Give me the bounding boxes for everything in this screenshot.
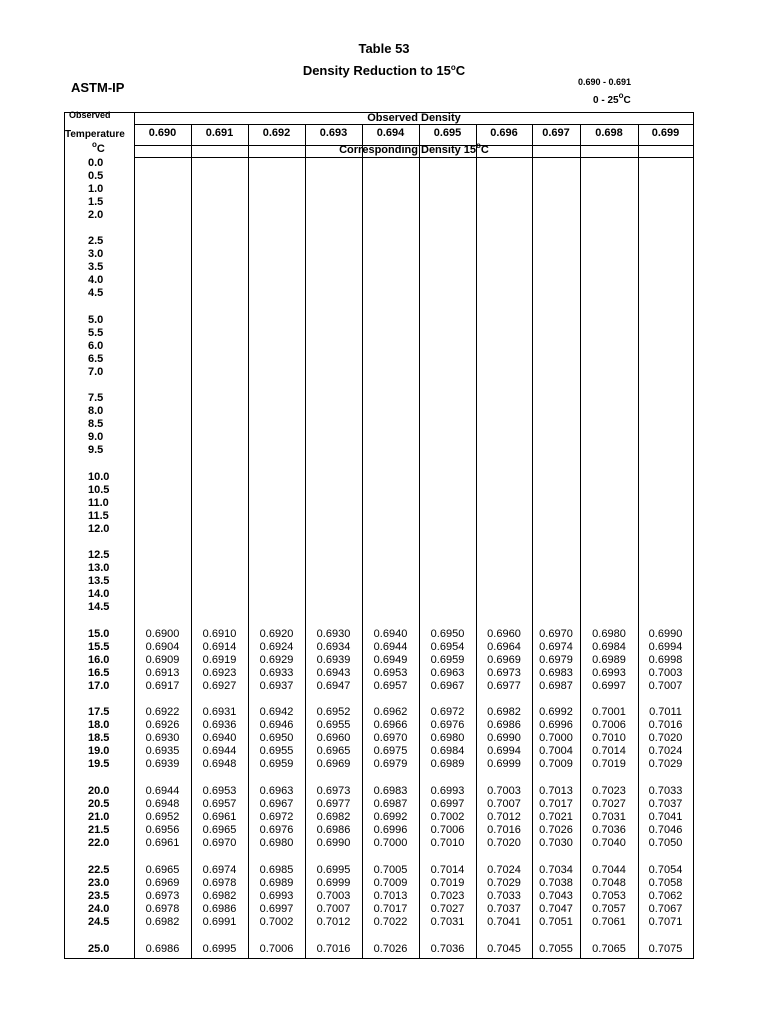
density-cell: 0.6999	[316, 877, 351, 890]
density-cell: 0.6930	[316, 628, 351, 640]
density-cell: 0.6984	[430, 745, 465, 758]
density-cell: 0.6997	[259, 903, 294, 916]
temperature-cell: 20.0	[88, 785, 110, 797]
density-cell: 0.6991	[202, 916, 237, 929]
density-cell: 0.6936	[202, 719, 237, 732]
density-cell: 0.6978	[202, 877, 237, 890]
density-cell: 0.6920	[259, 628, 294, 640]
temperature-cell: 11.5	[88, 510, 109, 523]
density-cell: 0.6923	[202, 667, 237, 680]
density-cell: 0.7061	[592, 916, 626, 929]
density-cell: 0.6995	[202, 943, 237, 955]
density-cell: 0.6980	[259, 837, 294, 850]
density-cell: 0.7007	[316, 903, 351, 916]
temperature-cell: 1.5	[88, 196, 104, 209]
density-cell: 0.7001	[592, 706, 626, 718]
density-cell: 0.7038	[539, 877, 573, 890]
density-cell: 0.7044	[592, 864, 626, 876]
temperature-cell: 21.0	[88, 811, 110, 824]
density-cell: 0.6982	[316, 811, 351, 824]
temperature-cell: 24.0	[88, 903, 110, 916]
density-cell: 0.7055	[539, 943, 573, 955]
density-cell: 0.6996	[373, 824, 408, 837]
density-cell: 0.7022	[373, 916, 408, 929]
temperature-cell: 19.5	[88, 758, 110, 771]
density-cell: 0.7011	[649, 706, 682, 718]
density-cell: 0.6909	[145, 654, 180, 667]
density-cell: 0.7036	[430, 943, 465, 955]
density-cell: 0.7043	[539, 890, 573, 903]
density-cell: 0.7019	[430, 877, 465, 890]
temperature-cell: 6.5	[88, 353, 104, 366]
density-cell: 0.6949	[373, 654, 408, 667]
density-cell: 0.7020	[648, 732, 683, 745]
density-cell: 0.7000	[539, 732, 573, 745]
density-cell: 0.6961	[145, 837, 180, 850]
temperature-cell: 4.5	[88, 287, 104, 300]
temperature-cell: 20.5	[88, 798, 110, 811]
density-cell: 0.6956	[145, 824, 180, 837]
column-header: 0.694	[376, 127, 405, 139]
density-cell: 0.7037	[648, 798, 683, 811]
temperature-cell: 23.0	[88, 877, 110, 890]
temperature-cell: 13.5	[88, 575, 110, 588]
density-cell: 0.7034	[539, 864, 573, 876]
density-cell: 0.6985	[259, 864, 294, 876]
density-cell: 0.6904	[145, 641, 180, 654]
temperature-cell: 4.0	[88, 274, 104, 287]
density-cell: 0.6992	[373, 811, 408, 824]
density-cell: 0.6970	[202, 837, 237, 850]
density-cell: 0.7006	[430, 824, 465, 837]
temperature-label: Temperature	[65, 129, 125, 140]
density-cell: 0.6969	[487, 654, 521, 667]
density-cell: 0.6979	[373, 758, 408, 771]
density-cell: 0.6983	[539, 667, 573, 680]
density-cell: 0.6980	[430, 732, 465, 745]
density-cell: 0.7016	[487, 824, 521, 837]
density-cell: 0.6948	[202, 758, 237, 771]
density-cell: 0.7020	[487, 837, 521, 850]
density-cell: 0.7045	[487, 943, 521, 955]
temperature-cell: 16.0	[88, 654, 110, 667]
density-cell: 0.6997	[430, 798, 465, 811]
density-cell: 0.7014	[592, 745, 626, 758]
density-cell: 0.6963	[259, 785, 294, 797]
density-cell: 0.6962	[373, 706, 408, 718]
density-cell: 0.6960	[487, 628, 521, 640]
density-cell: 0.7002	[259, 916, 294, 929]
density-cell: 0.6983	[373, 785, 408, 797]
density-cell: 0.7041	[487, 916, 521, 929]
density-cell: 0.6973	[316, 785, 351, 797]
density-cell: 0.6970	[373, 732, 408, 745]
density-cell: 0.6943	[316, 667, 351, 680]
table-subtitle: Density Reduction to 15$^o$C	[302, 63, 466, 78]
temperature-cell: 5.0	[88, 314, 104, 326]
density-cell: 0.7003	[487, 785, 521, 797]
density-cell: 0.6969	[316, 758, 351, 771]
density-cell: 0.7031	[592, 811, 626, 824]
density-cell: 0.6986	[202, 903, 237, 916]
density-cell: 0.7046	[648, 824, 683, 837]
density-cell: 0.7019	[592, 758, 626, 771]
density-cell: 0.7026	[539, 824, 573, 837]
density-cell: 0.6952	[316, 706, 351, 718]
temperature-range: 0 - 25$^o$C	[593, 91, 631, 106]
density-cell: 0.6990	[487, 732, 521, 745]
density-cell: 0.7033	[487, 890, 521, 903]
density-cell: 0.6998	[648, 654, 683, 667]
density-cell: 0.6917	[145, 680, 180, 693]
density-cell: 0.6961	[202, 811, 237, 824]
density-cell: 0.7013	[539, 785, 573, 797]
density-cell: 0.6999	[487, 758, 521, 771]
temperature-cell: 6.0	[88, 340, 104, 353]
density-cell: 0.7006	[259, 943, 294, 955]
density-cell: 0.7012	[487, 811, 521, 824]
density-cell: 0.7029	[487, 877, 521, 890]
density-cell: 0.7002	[430, 811, 465, 824]
density-cell: 0.6910	[202, 628, 237, 640]
density-cell: 0.6995	[316, 864, 351, 876]
density-cell: 0.6979	[539, 654, 573, 667]
density-cell: 0.6924	[259, 641, 294, 654]
density-cell: 0.6967	[430, 680, 465, 693]
temperature-cell: 9.5	[88, 444, 104, 457]
temperature-cell: 8.0	[88, 405, 104, 418]
density-cell: 0.6967	[259, 798, 294, 811]
table-title: Table 53	[358, 41, 410, 56]
density-cell: 0.6996	[539, 719, 573, 732]
density-cell: 0.6900	[145, 628, 180, 640]
density-cell: 0.7007	[648, 680, 683, 693]
temperature-cell: 17.5	[88, 706, 110, 718]
temperature-cell: 12.0	[88, 523, 110, 536]
density-cell: 0.7031	[430, 916, 465, 929]
density-cell: 0.6994	[648, 641, 683, 654]
density-cell: 0.6976	[259, 824, 294, 837]
density-cell: 0.6993	[259, 890, 294, 903]
temperature-cell: 15.5	[88, 641, 110, 654]
temperature-cell: 13.0	[88, 562, 110, 575]
density-cell: 0.6977	[487, 680, 521, 693]
standard-label: ASTM-IP	[71, 80, 125, 95]
density-cell: 0.6944	[202, 745, 237, 758]
density-cell: 0.7030	[539, 837, 573, 850]
density-cell: 0.6948	[145, 798, 180, 811]
density-cell: 0.7029	[648, 758, 683, 771]
density-cell: 0.6930	[145, 732, 180, 745]
temperature-cell: 7.5	[88, 392, 104, 404]
density-cell: 0.7048	[592, 877, 626, 890]
density-cell: 0.7027	[430, 903, 465, 916]
density-cell: 0.7053	[592, 890, 626, 903]
density-cell: 0.6990	[316, 837, 351, 850]
density-cell: 0.6965	[202, 824, 237, 837]
density-cell: 0.6964	[487, 641, 521, 654]
density-cell: 0.7033	[648, 785, 683, 797]
density-cell: 0.6955	[259, 745, 294, 758]
density-cell: 0.6973	[487, 667, 521, 680]
density-cell: 0.7004	[539, 745, 573, 758]
density-cell: 0.6992	[539, 706, 573, 718]
density-cell: 0.6972	[259, 811, 294, 824]
density-cell: 0.7016	[648, 719, 683, 732]
density-cell: 0.7058	[648, 877, 683, 890]
density-cell: 0.7016	[316, 943, 351, 955]
density-cell: 0.6940	[373, 628, 408, 640]
density-cell: 0.6955	[316, 719, 351, 732]
density-cell: 0.6966	[373, 719, 408, 732]
density-cell: 0.6972	[430, 706, 465, 718]
density-cell: 0.7005	[373, 864, 408, 876]
density-cell: 0.6944	[373, 641, 408, 654]
corresponding-density-header: Corresponding Density 15$^o$C	[339, 141, 489, 156]
temperature-cell: 17.0	[88, 680, 110, 693]
density-cell: 0.6939	[145, 758, 180, 771]
temperature-cell: 0.0	[88, 157, 104, 169]
density-cell: 0.6990	[648, 628, 683, 640]
density-cell: 0.6957	[202, 798, 237, 811]
density-cell: 0.7009	[539, 758, 573, 771]
density-cell: 0.7021	[539, 811, 573, 824]
density-cell: 0.6914	[202, 641, 237, 654]
density-cell: 0.6993	[592, 667, 626, 680]
temperature-cell: 23.5	[88, 890, 110, 903]
temperature-cell: 7.0	[88, 366, 104, 379]
temperature-cell: 11.0	[88, 497, 109, 510]
density-cell: 0.6977	[316, 798, 351, 811]
temperature-cell: 10.0	[88, 471, 110, 483]
density-cell: 0.6973	[145, 890, 180, 903]
density-cell: 0.6987	[539, 680, 573, 693]
column-header: 0.695	[433, 127, 462, 139]
density-cell: 0.6950	[259, 732, 294, 745]
density-cell: 0.6927	[202, 680, 237, 693]
temperature-cell: 22.5	[88, 864, 110, 876]
density-cell: 0.6933	[259, 667, 294, 680]
density-cell: 0.6947	[316, 680, 351, 693]
density-cell: 0.7037	[487, 903, 521, 916]
density-cell: 0.6963	[430, 667, 465, 680]
density-cell: 0.6954	[430, 641, 465, 654]
column-header: 0.693	[319, 127, 348, 139]
density-cell: 0.7075	[648, 943, 683, 955]
temperature-cell: 5.5	[88, 327, 104, 340]
temperature-cell: 10.5	[88, 484, 110, 497]
temperature-cell: 0.5	[88, 170, 104, 183]
column-header: 0.697	[542, 127, 570, 139]
density-cell: 0.7012	[316, 916, 351, 929]
density-cell: 0.6960	[316, 732, 351, 745]
density-cell: 0.6982	[145, 916, 180, 929]
density-cell: 0.6984	[592, 641, 626, 654]
column-header: 0.699	[651, 127, 680, 139]
density-cell: 0.6982	[487, 706, 521, 718]
column-header: 0.696	[490, 127, 518, 139]
density-cell: 0.6986	[145, 943, 180, 955]
temperature-cell: 8.5	[88, 418, 104, 431]
density-cell: 0.6937	[259, 680, 294, 693]
density-cell: 0.7024	[487, 864, 521, 876]
temperature-cell: 15.0	[88, 628, 110, 640]
density-cell: 0.6994	[487, 745, 521, 758]
density-cell: 0.7023	[592, 785, 626, 797]
density-cell: 0.7071	[648, 916, 683, 929]
density-cell: 0.6939	[316, 654, 351, 667]
density-cell: 0.7062	[648, 890, 683, 903]
density-cell: 0.6940	[202, 732, 237, 745]
temperature-cell: 14.5	[88, 601, 110, 614]
temperature-cell: 3.0	[88, 248, 104, 261]
column-header: 0.692	[262, 127, 291, 139]
density-cell: 0.6942	[259, 706, 294, 718]
density-cell: 0.6989	[592, 654, 626, 667]
density-cell: 0.7036	[592, 824, 626, 837]
density-cell: 0.7007	[487, 798, 521, 811]
density-cell: 0.7067	[648, 903, 683, 916]
density-cell: 0.6976	[430, 719, 465, 732]
temperature-cell: 18.0	[88, 719, 110, 732]
density-cell: 0.6935	[145, 745, 180, 758]
density-cell: 0.6922	[145, 706, 180, 718]
density-cell: 0.6959	[430, 654, 465, 667]
density-cell: 0.6986	[316, 824, 351, 837]
density-cell: 0.6989	[259, 877, 294, 890]
density-cell: 0.6965	[316, 745, 351, 758]
density-cell: 0.7057	[592, 903, 626, 916]
density-cell: 0.6993	[430, 785, 465, 797]
density-cell: 0.6926	[145, 719, 180, 732]
observed-label: Observed	[69, 110, 111, 120]
density-cell: 0.6982	[202, 890, 237, 903]
density-range: 0.690 - 0.691	[578, 77, 632, 87]
temperature-cell: 1.0	[88, 183, 104, 196]
density-cell: 0.7027	[592, 798, 626, 811]
temperature-cell: 3.5	[88, 261, 104, 274]
temperature-cell: 2.0	[88, 209, 104, 222]
density-cell: 0.7009	[373, 877, 408, 890]
density-cell: 0.7050	[648, 837, 683, 850]
temperature-cell: 14.0	[88, 588, 110, 601]
temperature-cell: 16.5	[88, 667, 110, 680]
density-cell: 0.6986	[487, 719, 521, 732]
temperature-cell: 9.0	[88, 431, 104, 444]
density-cell: 0.6953	[373, 667, 408, 680]
column-header: 0.698	[595, 127, 623, 139]
density-cell: 0.6934	[316, 641, 351, 654]
density-cell: 0.7024	[648, 745, 683, 758]
density-cell: 0.6965	[145, 864, 180, 876]
column-header: 0.691	[205, 127, 234, 139]
density-cell: 0.6989	[430, 758, 465, 771]
density-cell: 0.6957	[373, 680, 408, 693]
density-cell: 0.6950	[430, 628, 465, 640]
density-cell: 0.6978	[145, 903, 180, 916]
density-cell: 0.6931	[202, 706, 237, 718]
density-cell: 0.6946	[259, 719, 294, 732]
density-cell: 0.7003	[648, 667, 683, 680]
temperature-cell: 22.0	[88, 837, 110, 850]
density-cell: 0.7040	[592, 837, 626, 850]
density-cell: 0.6929	[259, 654, 294, 667]
density-cell: 0.7026	[373, 943, 408, 955]
density-cell: 0.6997	[592, 680, 626, 693]
column-header: 0.690	[148, 127, 177, 139]
density-cell: 0.7054	[648, 864, 683, 876]
density-cell: 0.6974	[202, 864, 237, 876]
density-cell: 0.7023	[430, 890, 465, 903]
density-cell: 0.7014	[430, 864, 465, 876]
temperature-cell: 21.5	[88, 824, 110, 837]
density-cell: 0.6980	[592, 628, 626, 640]
density-cell: 0.6970	[539, 628, 573, 640]
density-cell: 0.7013	[373, 890, 408, 903]
temperature-cell: 24.5	[88, 916, 110, 929]
temperature-cell: 18.5	[88, 732, 110, 745]
density-cell: 0.6959	[259, 758, 294, 771]
density-cell: 0.7010	[430, 837, 465, 850]
temperature-cell: 2.5	[88, 235, 104, 247]
density-cell: 0.7047	[539, 903, 573, 916]
density-cell: 0.7000	[373, 837, 408, 850]
density-cell: 0.6987	[373, 798, 408, 811]
density-cell: 0.6944	[145, 785, 180, 797]
density-cell: 0.7051	[539, 916, 573, 929]
density-cell: 0.7006	[592, 719, 626, 732]
density-cell: 0.6969	[145, 877, 180, 890]
temperature-cell: 12.5	[88, 549, 110, 561]
density-cell: 0.6913	[145, 667, 180, 680]
density-cell: 0.7017	[539, 798, 573, 811]
density-cell: 0.7041	[648, 811, 683, 824]
density-cell: 0.6919	[202, 654, 237, 667]
density-cell: 0.7017	[373, 903, 408, 916]
density-cell: 0.6974	[539, 641, 573, 654]
density-cell: 0.7010	[592, 732, 626, 745]
density-cell: 0.6975	[373, 745, 408, 758]
density-cell: 0.7003	[316, 890, 351, 903]
temperature-cell: 25.0	[88, 943, 110, 955]
density-cell: 0.7065	[592, 943, 626, 955]
observed-density-header: Observed Density	[367, 112, 461, 124]
density-cell: 0.6953	[202, 785, 237, 797]
temperature-unit: $^o$C	[92, 140, 105, 155]
temperature-cell: 19.0	[88, 745, 110, 758]
density-cell: 0.6952	[145, 811, 180, 824]
